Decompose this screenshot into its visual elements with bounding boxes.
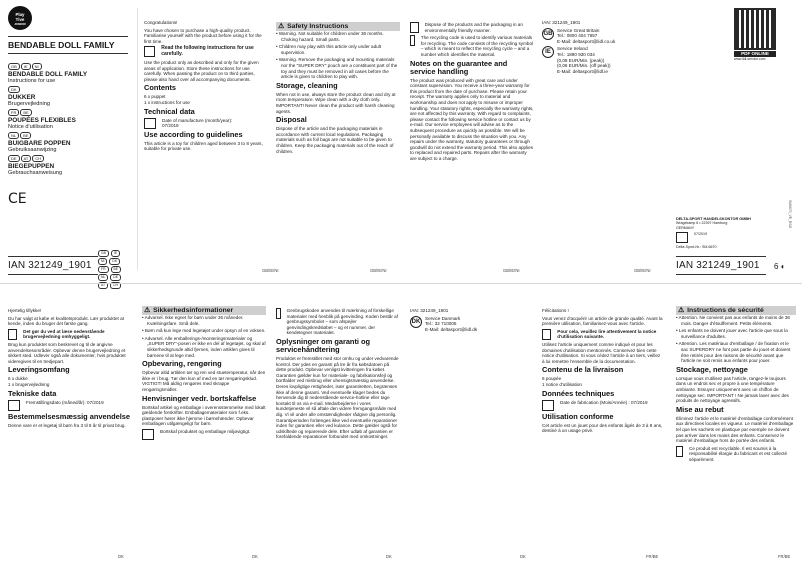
service-mail: E-Mail: deltasport@lidl.ie	[557, 68, 608, 74]
factory-icon	[144, 118, 156, 129]
lang-subtitle: Gebrauchsanweisung	[8, 170, 63, 177]
gb-safety-column	[276, 22, 400, 272]
usage-heading: Bestemmelsesmæssig anvendelse	[8, 411, 130, 421]
lang-flag: NI	[32, 63, 42, 70]
safety-text: Børn må kun lege med legetøjet under opsyn af en voksen.	[144, 328, 266, 334]
lang-flag: FR	[8, 109, 19, 116]
company-address: Wragekamp 6 • 22397 Hamburg	[676, 221, 728, 226]
lang-flag: BE	[111, 266, 122, 273]
bin-icon	[410, 22, 419, 33]
dk-service-column	[410, 308, 520, 388]
intro-text: You have chosen to purchase a high-quality product. Familiarise yourself with the product before using it for the first time.	[144, 27, 262, 44]
disposal-body: Éliminez l'article et le matériel d'emballage conformément aux directives locales en vigueur. Le matériel d'emballage tel que les sachets en plastique par exemple ne doivent pas arriver dans les mains des enfants. Conservez le matériel d'emballage hors de portée des enfants.	[676, 415, 794, 444]
date-value: 07/2019	[694, 232, 707, 237]
ce-mark: CE	[8, 191, 27, 207]
lang-title: POUPÉES FLEXIBLES	[8, 117, 76, 124]
lang-flags	[8, 86, 128, 93]
page-footer: GB/IE/NI	[503, 268, 520, 273]
recycle-notice	[276, 308, 400, 336]
company-country: GERMANY	[676, 225, 695, 230]
lang-flag: NL	[8, 132, 19, 139]
back-date	[676, 232, 794, 243]
lang-title: BUIGBARE POPPEN	[8, 140, 71, 147]
dk-safety-column	[142, 306, 266, 554]
disposal-heading: Mise au rebut	[676, 404, 724, 414]
contents-item: 6 poupée	[542, 376, 562, 382]
safety-item: • Attention. Ne convient pas aux enfants de moins de 36 mois. Danger d'étouffement. Petits éléments.	[676, 315, 790, 326]
lang-subtitle: Gebruiksaanwijzing	[8, 147, 57, 154]
pdf-url[interactable]: www.lidl-service.com	[734, 57, 766, 61]
recycle-icon	[276, 308, 281, 319]
lang-title: DUKKER	[8, 94, 36, 101]
usage-body: This article is a toy for children aged between 3 to 8 years, suitable for private use.	[144, 140, 263, 152]
safety-banner	[142, 306, 266, 315]
flag-gb-icon: GB	[542, 28, 554, 40]
date-value: Date de fabrication (Mois/Année) : 07/2019	[560, 399, 648, 405]
recycle-text: The recycling code is used to identify various materials for recycling. The code consists of the recycling symbol – which is meant to reflect the recycling cycle – and a number which identifies the material.	[420, 35, 534, 57]
intro-text: Du har valgt at købe et kvalitetsprodukt. Lær produktet at kende, inden du bruger det første gang.	[8, 315, 124, 327]
lang-flags	[8, 63, 128, 70]
safety-item: • Warning. Remove the packaging and mounting materials nor the “SUPER DRY” pouch are a constituent part of the toy and they must be removed in all cases before the article is given to children to play with.	[276, 57, 398, 80]
intro-text: Hjertelig tillykke!	[8, 308, 42, 313]
bin-icon	[142, 429, 154, 440]
lang-flag: GB	[8, 63, 20, 70]
storage-heading: Opbevaring, rengøring	[142, 359, 222, 369]
triman-icon	[676, 446, 683, 457]
disposal-body: Dispose of the article and the packaging materials in accordance with current local regulations. Packaging materials such as foil bags are not suitable to be given to children. Keep the packaging materials out of the reach of children.	[276, 126, 394, 154]
date-value: Fremstillingsdato (måned/år): 07/2019	[26, 399, 104, 405]
age-value: 6	[774, 262, 779, 271]
factory-icon	[676, 232, 688, 243]
gb-service-column	[542, 20, 642, 270]
logo-line: Play	[15, 12, 25, 17]
recycle-notice	[676, 446, 796, 463]
lang-flag: DE	[110, 274, 121, 281]
lang-subtitle: Brugervejledning	[8, 101, 50, 108]
page-footer: GB/IE/NI	[634, 268, 651, 273]
page-footer: GB/IE/NI	[370, 268, 387, 273]
disposal-heading: Disposal	[276, 115, 307, 125]
lang-flag: AT	[21, 155, 32, 162]
contents-heading: Contents	[144, 83, 177, 93]
recycle-text: Genbrugskoden anvendes til mærkning af forskellige materialer med henblik på genvinding. Koden består af genbrugssymbolet – som afspejler genvindingskredsløbet – og et nummer, der kendetegner materialet.	[286, 308, 398, 336]
safety-text: Les enfants ne doivent jouer avec l'article que sous la surveillance d'adultes.	[678, 328, 788, 339]
recycle-notice	[142, 429, 266, 440]
safety-banner	[676, 306, 796, 315]
safety-text: Warning. Remove the packaging and mounting materials nor the “SUPER DRY” pouch are a constituent part of the toy and they must be removed in all cases before the article is given to children to play with.	[278, 57, 398, 80]
service-tel: Tel.: 0800 404 7657	[557, 33, 598, 39]
intro-text: Vous venez d'acquérir un article de grande qualité. Avant la première utilisation, familiarisez-vous avec l'article.	[542, 315, 663, 327]
dispose-notice	[410, 22, 534, 33]
contents-heading: Contenu de la livraison	[542, 365, 624, 375]
page-footer: DK	[118, 554, 124, 559]
flag-dk-icon: DK	[410, 316, 422, 328]
tech-heading: Tekniske data	[8, 388, 57, 398]
danish-french-panel	[0, 283, 802, 568]
book-icon	[542, 329, 551, 340]
logo-line: Tive	[15, 17, 25, 22]
date-value: 07/2019	[162, 123, 179, 129]
factory-icon	[542, 400, 554, 411]
flag-ie-icon: IE	[542, 46, 554, 58]
safety-heading: Sikkerhedsinformationer	[153, 307, 234, 314]
ian-label: IAN: 321249_1901	[410, 308, 449, 313]
intro-text: Félicitations !	[542, 308, 569, 313]
date-label: Date of manufacture (month/year):	[162, 117, 233, 123]
service-rate: (0,08 EUR/Min. (peak))	[557, 57, 605, 63]
contents-heading: Leveringsomfang	[8, 365, 70, 375]
lang-flag: CH	[32, 155, 44, 162]
warranty-body: Produktet er fremstillet med stor omhu og under vedvarende kontrol. Der ydes en garanti på tre år fra købsdatoen på dette produkt. Opbevar venligst kvitteringen fra købet. Garantien gælder kun for materiale- og fabrikationsfejl og bortfalder ved misbrug eller uhensigtsmæssig anvendelse. Deres lovpligtige rettigheder, især garantiretten, begrænses ikke af denne garanti. Ved eventuelle klager bedes du henvende dig til nedenstående service-hotline eller tage kontakt til os via e-mail. Medarbejderne i vores kundetjeneste vil så aftale den videre fremgangsmåde med dig. Vi vil under alle omstændigheder rådgive dig personlig. Garantiperioden forlænges ikke ved eventuelle reparationer inden for garantien eller ved kulance. Dette gælder også for udskiftede og reparerede dele. Efter udløb af garantien er forefaldende reparationer forbundet med omkostninger.	[276, 355, 399, 440]
usage-text: Use the product only as described and only for the given areas of application. Store these instructions for use carefully. When passing the product on to third parties, please also hand over all accompanying documents.	[144, 59, 259, 82]
usage-text: Brug kun produktet som beskrevet og til de angivne anvendelsesområder. Opbevar denne brugervejledning et sikkert sted. Udlever også alle dokumenter, hvis produktet videregives til en tredjepart.	[8, 341, 126, 364]
ian-number: IAN 321249_1901	[8, 256, 98, 275]
product-title: BENDABLE DOLL FAMILY	[8, 36, 128, 54]
lang-subtitle: Instructions for use	[8, 78, 56, 85]
safety-item: • Children may play with this article only under adult supervision.	[276, 44, 382, 55]
manufacture-date	[8, 400, 130, 411]
pdf-label: PDF ONLINE	[741, 51, 769, 56]
lang-flag: CH	[110, 282, 121, 289]
safety-text: Warning. Not suitable for children under 36 months. Choking hazard. Small parts.	[278, 31, 384, 42]
dk-warranty-column	[276, 306, 400, 554]
lang-flag: FR	[98, 266, 109, 273]
contents-item: 6 x dukke	[8, 376, 28, 382]
lang-flags	[8, 155, 128, 162]
company-name: DELTA-SPORT HANDELSKONTOR GMBH	[676, 216, 751, 221]
safety-item: • Børn må kun lege med legetøjet under opsyn af en voksen.	[142, 328, 266, 334]
read-notice-text: Det gør du ved at læse nedenstående brugervejledning omhyggeligt.	[23, 328, 105, 340]
usage-text: Utilisez l'article uniquement comme indiqué et pour les domaines d'utilisation mentionnés. Conservez bien cette notice d'utilisation. Si vous cédez l'article à un tiers, veillez à lui remettre l'ensemble de la documentation.	[542, 341, 661, 364]
brand-logo	[8, 6, 32, 30]
usage-heading: Utilisation conforme	[542, 411, 614, 421]
page-footer: FR/BE	[778, 554, 791, 559]
cover-panel	[8, 6, 128, 276]
side-code: SM6670_VE_RSG	[788, 200, 792, 229]
disposal-body: Bortskaf artikel og emballage i overensstemmelse med lokalt gældende forskrifter. Emballagematerialer som f.eks. plastposer hører ikke hjemme i børnehænder. Opbevar emballagen utilgængeligt for børn.	[142, 404, 266, 427]
service-tel: Tel.: 32 710005	[425, 321, 457, 327]
lang-flag: GB	[98, 250, 109, 257]
lang-title: BIEGEPUPPEN	[8, 163, 55, 170]
page-footer: FR/BE	[646, 554, 659, 559]
ian-label: IAN: 321249_1901	[542, 20, 581, 25]
delta-number: Delta-Sport-Nr.: SM-6670	[676, 245, 717, 250]
contents-item: 1 x instructions for use	[144, 99, 190, 105]
safety-text: Advarsel. Ikke egnet for børn under 36 måneder. Kvælningsfare. Små dele.	[144, 315, 244, 326]
lang-flag: NI	[98, 258, 107, 265]
logo-line: JUNIOR	[14, 22, 26, 26]
usage-heading: Use according to guidelines	[144, 129, 243, 139]
lang-flag: IE	[21, 63, 31, 70]
gb-warranty-column	[410, 20, 534, 270]
lang-flag: NL	[98, 274, 108, 281]
congrats-text: Congratulations!	[144, 20, 178, 25]
page-footer: DK	[252, 554, 258, 559]
tech-heading: Technical data	[144, 106, 195, 116]
lang-flags	[8, 109, 128, 116]
contents-item: 1 x brugervejledning	[8, 381, 50, 387]
page-footer: GB/IE/NI	[262, 268, 279, 273]
service-dk	[410, 316, 520, 333]
recycle-text: Bortskaf produktet og emballage miljøvigtigt.	[160, 428, 251, 434]
recycle-icon	[410, 35, 415, 46]
safety-heading: Safety Instructions	[287, 23, 349, 30]
safety-text: Attention. Les matériaux d'emballage / de fixation et le sac SUPERDRY ne font pas partie du jouet et doivent être retirés pour des raisons de sécurité avant que l'article ne soit remis aux enfants pour jouer.	[678, 341, 791, 364]
age-mark	[774, 262, 786, 271]
lang-flag: DK	[8, 86, 20, 93]
safety-text: Advarsel. Alle emballerings-/monteringsmaterialer og „SUPER DRY“-posen er ikke en del af legetøjet, og skal af sikkerhedsgrunde altid fjernes, inden artiklen gives til børnene til at lege med.	[144, 335, 266, 358]
fr-safety-column	[676, 306, 796, 556]
service-gb	[542, 28, 642, 45]
usage-body: Cet article est un jouet pour des enfants âgés de 3 à 8 ans, destiné à un usage privé.	[542, 422, 663, 434]
tech-heading: Données techniques	[542, 388, 615, 398]
dk-intro-column	[8, 308, 130, 556]
lang-flag: DK	[109, 258, 120, 265]
read-notice	[8, 329, 130, 340]
contents-item: 6 x puppet	[144, 94, 166, 100]
service-rate: (0,06 EUR/Min. (off peak))	[557, 63, 611, 69]
gb-intro-column	[144, 20, 268, 270]
service-tel: Tel.: 1890 930 034	[557, 51, 595, 57]
service-mail: E-Mail: deltasport@lidl.dk	[425, 326, 478, 332]
safety-item: • Advarsel. Alle emballerings-/monteringsmaterialer og „SUPER DRY“-posen er ikke en del af legetøjet, og skal af sikkerhedsgrunde altid fjernes, inden artiklen gives til børnene til at lege med.	[142, 335, 266, 358]
safety-text: Attention. Ne convient pas aux enfants de moins de 36 mois. Danger d'étouffement. Petits éléments.	[678, 315, 790, 326]
safety-item: • Les enfants ne doivent jouer avec l'article que sous la surveillance d'adultes.	[676, 328, 788, 339]
fr-intro-column	[542, 308, 664, 556]
warranty-heading: Oplysninger om garanti og servicehåndtering	[276, 336, 371, 354]
age-symbol-icon: ◐	[780, 262, 786, 271]
book-icon	[8, 329, 17, 340]
warning-icon: ⚠	[278, 23, 285, 30]
lang-subtitle: Notice d'utilisation	[8, 124, 53, 131]
lang-flag: AT	[98, 282, 108, 289]
safety-item: • Attention. Les matériaux d'emballage / de fixation et le sac SUPERDRY ne font pas partie du jouet et doivent être retirés pour des raisons de sécurité avant que l'article ne soit remis aux enfants pour jouer.	[676, 341, 791, 364]
warranty-heading: Notes on the guarantee and service handling	[410, 58, 508, 76]
safety-item: • Warning. Not suitable for children under 36 months. Choking hazard. Small parts.	[276, 31, 384, 42]
service-ie	[542, 46, 642, 74]
factory-icon	[8, 400, 20, 411]
warning-icon: ⚠	[144, 307, 151, 314]
storage-body: When not in use, always store the product clean and dry at room temperature. Wipe clean with a dry cloth only. IMPORTANT! Never clean the product with harsh cleaning agents.	[276, 91, 396, 114]
lang-flags	[8, 132, 128, 139]
storage-heading: Stockage, nettoyage	[676, 364, 748, 374]
back-ian-number: IAN 321249_1901	[676, 256, 766, 275]
lang-title: BENDABLE DOLL FAMILY	[8, 71, 88, 78]
safety-heading: Instructions de sécurité	[687, 307, 764, 314]
lang-flag: DE	[8, 155, 20, 162]
back-cover	[676, 8, 794, 278]
lang-flag: BE	[20, 109, 31, 116]
read-notice	[542, 329, 664, 340]
contents-item: 1 notice d'utilisation	[542, 381, 582, 387]
warning-icon: ⚠	[678, 307, 685, 314]
safety-banner	[276, 22, 400, 31]
lang-flag: IE	[111, 250, 120, 257]
service-label: Service Ireland	[557, 46, 588, 52]
page-footer: DK	[386, 554, 392, 559]
safety-text: Children may play with this article only under adult supervision.	[278, 44, 382, 55]
storage-body: Lorsque vous n'utilisez pas l'article, rangez-le toujours dans un endroit sec et propre à une température ambiante. Essuyez uniquement avec un chiffon de nettoyage sec. IMPORTANT ! Ne jamais laver avec des produits de nettoyage agressifs.	[676, 375, 789, 404]
page-footer: DK	[520, 554, 526, 559]
dispose-text: Dispose of the products and the packaging in an environmentally friendly manner.	[424, 22, 523, 33]
safety-item: • Advarsel. Ikke egnet for børn under 36 måneder. Kvælningsfare. Små dele.	[142, 315, 244, 326]
recycle-notice	[410, 35, 534, 57]
service-label: Service Danmark	[425, 315, 461, 321]
service-label: Service Great Britain	[557, 27, 600, 33]
disposal-heading: Henvisninger vedr. bortskaffelse	[142, 393, 257, 403]
manufacture-date	[144, 118, 268, 129]
column-divider	[137, 8, 138, 270]
storage-heading: Storage, cleaning	[276, 80, 338, 90]
recycle-text: Ce produit est recyclable. Il est soumis à la responsabilité élargie du fabricant et est collecté séparément.	[689, 445, 788, 462]
warranty-body: The product was produced with great care and under constant supervision. You receive a three-year warranty for this product from the date of purchase. Please retain your receipt. The warranty applies only to material and workmanship and does not apply to misuse or improper handling. Your statutory rights, especially the warranty rights, are not affected by this warranty. With regard to complaints, please contact the following service hotline or contact us by e-mail. Our service employees will advise as to the subsequent procedure as quickly as possible. We will be personally available to discuss the situation with you. Any repairs under the warranty, statutory guarantees or through goodwill do not extend the warranty period. This also applies to replaced and repaired parts. Repairs after the warranty are subject to a charge.	[410, 77, 534, 161]
storage-body: Opbevar altid artiklen tør og ren ved stuetemperatur, når den ikke er i brug. Tør den kun af med en tør rengøringsklud. VIGTIGT! Må aldrig rengøres med skrappe rengøringsmidler.	[142, 370, 266, 392]
qr-code	[734, 8, 776, 50]
read-notice	[144, 46, 268, 58]
lang-flag: BE	[20, 132, 31, 139]
manufacture-date	[542, 400, 664, 411]
book-icon	[144, 46, 155, 57]
usage-body: Denne vare er et legetøj til børn fra 3 til 8 år til privat brug.	[8, 422, 126, 428]
service-mail: E-Mail: deltasport@lidl.co.uk	[557, 38, 616, 44]
read-notice-text: Pour cela, veuillez lire attentivement la notice d'utilisation suivante.	[557, 328, 657, 340]
read-notice-text: Read the following instructions for use carefully.	[161, 45, 254, 58]
